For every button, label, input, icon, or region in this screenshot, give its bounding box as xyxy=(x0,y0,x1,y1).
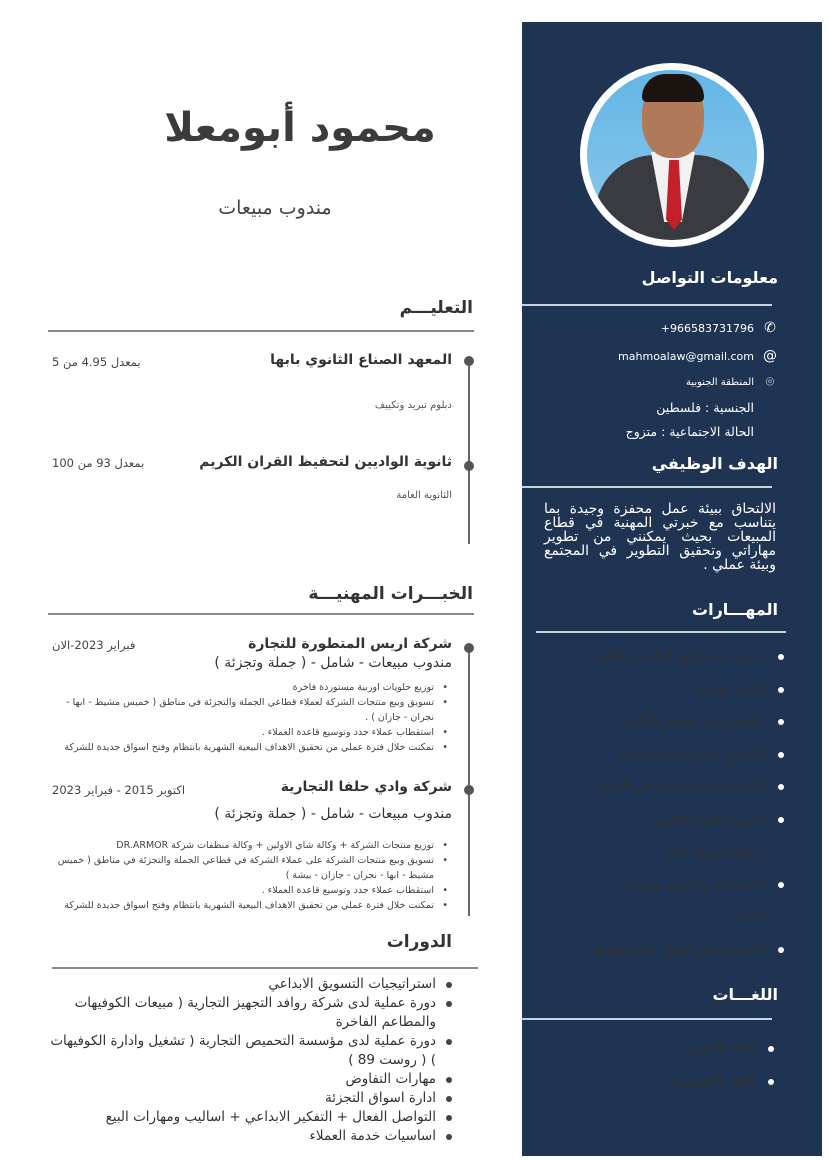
at-icon: @ xyxy=(763,348,777,364)
divider xyxy=(522,304,772,306)
profile-photo xyxy=(580,63,764,247)
degree: دبلوم تبريد وتكييف xyxy=(374,400,452,411)
education-heading: التعليـــم xyxy=(399,298,473,318)
role: مندوب مبيعات - شامل - ( جملة وتجزئة ) xyxy=(214,655,452,671)
list-item: اجادة استخدام الحاسب الالي xyxy=(538,640,788,673)
school-name: المعهد الصناع الثانوي بابها xyxy=(270,352,452,368)
timeline-dot xyxy=(464,461,474,471)
degree: الثانوية العامة xyxy=(396,490,452,501)
role: مندوب مبيعات - شامل - ( جملة وتجزئة ) xyxy=(214,806,452,822)
divider xyxy=(522,486,772,488)
list-item: ادارة الوقت xyxy=(538,673,788,706)
school-name: ثانوية الواديين لتحفيظ القران الكريم xyxy=(199,454,452,470)
list-item: اساسيات خدمة العملاء xyxy=(44,1127,456,1146)
list-item: مهارات التفاوض xyxy=(44,1070,456,1089)
dates: فبراير 2023-الان xyxy=(52,638,136,652)
list-item: القدرة على العمل تحت ضغط xyxy=(538,933,788,966)
company-name: شركة اريس المتطورة للتجارة xyxy=(248,636,452,652)
list-item: • تمكنت خلال فترة عملي من تحقيق الاهداف البيعية الشهرية بانتظام وفتح اسواق جديدة للشركة xyxy=(48,740,448,755)
list-item: الانضباط واحترام مواعيد العمل xyxy=(608,868,788,933)
list-item: • استقطاب عملاء جدد وتوسيع قاعدة العملاء . xyxy=(48,883,448,898)
nationality: الجنسية : فلسطين xyxy=(656,400,754,415)
list-item: ادارة اسواق التجزئة xyxy=(44,1089,456,1108)
list-item: القدرة على التعاون والتعامل مع الغير xyxy=(608,803,788,868)
divider xyxy=(48,330,474,332)
company-name: شركة وادي حلفا التجارية xyxy=(280,779,452,795)
list-item: العمل على تطوير الذات xyxy=(538,705,788,738)
objective-heading: الهدف الوظيفي xyxy=(651,454,778,473)
list-item: • تسويق وبيع منتجات الشركة لعملاء قطاعي الجملة والتجزئة في مناطق ( خميس مشيط - ابها - نجران - جازان ) . xyxy=(48,695,448,725)
marital-status: الحالة الاجتماعية : متزوج xyxy=(625,424,754,439)
divider xyxy=(52,967,478,969)
list-item: • توزيع منتجات الشركة + وكالة شاي الاولين + وكالة منظفات شركة DR.ARMOR xyxy=(48,838,448,853)
list-item: القدرة على خدمة العملاء xyxy=(538,738,788,771)
contact-location: ⌾ المنطقة الجنوبية xyxy=(686,374,778,390)
phone-icon: ✆ xyxy=(764,320,776,336)
divider xyxy=(536,631,786,633)
dates: اكتوبر 2015 - فبراير 2023 xyxy=(52,783,186,797)
skills-heading: المهـــارات xyxy=(692,600,778,619)
languages-list xyxy=(528,1032,778,1097)
courses-list xyxy=(44,975,456,1146)
timeline-line xyxy=(468,358,470,544)
timeline-dot xyxy=(464,356,474,366)
list-item: اللغة الانجليزية xyxy=(528,1065,778,1098)
grade: بمعدل 4.95 من 5 xyxy=(52,355,141,369)
list-item: استراتيجيات التسويق الابداعي xyxy=(44,975,456,994)
duties-list xyxy=(48,680,448,755)
location-pin-icon: ⌾ xyxy=(765,374,775,390)
contact-email: @ mahmoalaw@gmail.com xyxy=(618,348,777,364)
timeline-line xyxy=(468,648,470,916)
languages-heading: اللغـــات xyxy=(712,985,778,1004)
timeline-dot xyxy=(464,785,474,795)
full-name: محمود أبومعلا xyxy=(164,105,436,151)
list-item: التواصل الفعال + التفكير الابداعي + اساليب ومهارات البيع xyxy=(44,1108,456,1127)
experience-heading: الخبـــرات المهنيـــة xyxy=(308,584,473,604)
list-item: دورة عملية لدى مؤسسة التحميص التجارية ( تشغيل وادارة الكوفيهات ) ( روست 89 ) xyxy=(44,1032,456,1070)
list-item: • تسويق وبيع منتجات الشركة على عملاء الشركة في قطاعي الجملة والتجزئة في مناطق ( خميس مشيط - ابها - نجران - جازان - بيشة ) xyxy=(48,853,448,883)
contact-heading: معلومات التواصل xyxy=(641,268,778,287)
duties-list xyxy=(48,838,448,913)
skills-list xyxy=(538,640,788,965)
list-item: • استقطاب عملاء جدد وتوسيع قاعدة العملاء . xyxy=(48,725,448,740)
divider xyxy=(522,1018,772,1020)
list-item: اللغة العربية xyxy=(528,1032,778,1065)
list-item: دورة عملية لدى شركة روافد التجهيز التجارية ( مبيعات الكوفيهات والمطاعم الفاخرة xyxy=(44,994,456,1032)
timeline-dot xyxy=(464,643,474,653)
list-item: • توزيع حلويات اوربية مستوردة فاخرة xyxy=(48,680,448,695)
list-item: • تمكنت خلال فترة عملي من تحقيق الاهداف البيعية الشهرية بانتظام وفتح اسواق جديدة للشركة xyxy=(48,898,448,913)
grade: بمعدل 93 من 100 xyxy=(52,456,145,470)
objective-text: الالتحاق ببيئة عمل محفزة وجيدة بما يتناسب مع خبرتي المهنية في قطاع المبيعات بحيث يمكنني من تطوير مهاراتي وتحقيق التطوير في المجتمع وبيئة عملي . xyxy=(544,501,776,573)
job-title: مندوب مبيعات xyxy=(218,197,332,219)
divider xyxy=(48,613,474,615)
list-item: الاستجابة الجماعية في العمل xyxy=(538,770,788,803)
courses-heading: الدورات xyxy=(386,932,452,952)
contact-phone: ✆ +966583731796 xyxy=(661,320,778,336)
